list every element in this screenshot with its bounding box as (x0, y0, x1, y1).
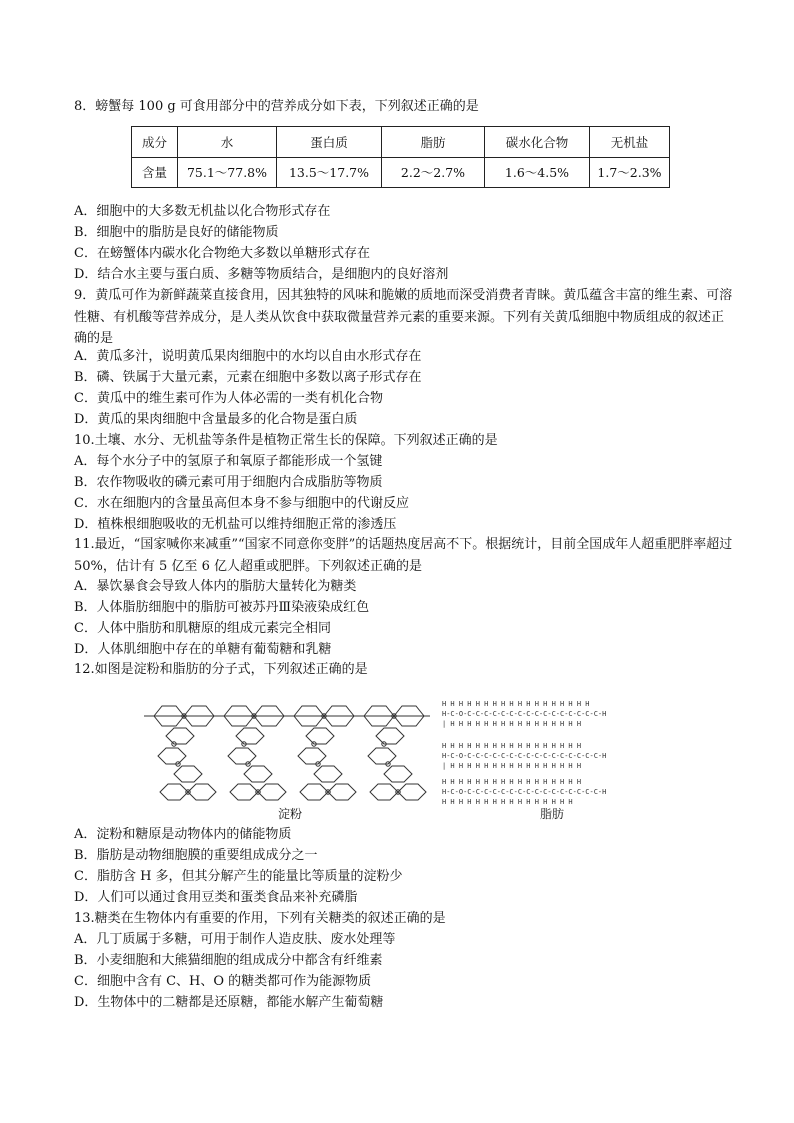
starch-fat-figure (140, 686, 660, 820)
option-9d: D．黄瓜的果肉细胞中含量最多的化合物是蛋白质 (74, 412, 358, 427)
fat-structure (442, 700, 606, 806)
table-header-row (132, 127, 670, 158)
svg-text:H H H H H H H H H H H H H H H: H H H H H H H H H H H H H H H H H H (442, 700, 590, 708)
option-8b: B．细胞中的脂肪是良好的储能物质 (74, 225, 279, 240)
table-cell: 含量 (132, 157, 178, 188)
option-12d: D．人们可以通过食用豆类和蛋类食品来补充磷脂 (74, 890, 358, 905)
option-8c: C．在螃蟹体内碳水化合物绝大多数以单糖形式存在 (74, 246, 370, 261)
svg-text:H-C-O-C-C-C-C-C-C-C-C-C-C-C-C-: H-C-O-C-C-C-C-C-C-C-C-C-C-C-C-C-C-C-C-H (442, 752, 607, 760)
table-cell: 1.7～2.3% (590, 157, 670, 188)
svg-text:H-C-O-C-C-C-C-C-C-C-C-C-C-C-C-: H-C-O-C-C-C-C-C-C-C-C-C-C-C-C-C-C-C-C-H (442, 710, 607, 718)
table-header-cell: 无机盐 (590, 127, 670, 158)
svg-text:H-C-O-C-C-C-C-C-C-C-C-C-C-C-C-: H-C-O-C-C-C-C-C-C-C-C-C-C-C-C-C-C-C-C-H (442, 788, 607, 796)
table-header-cell: 蛋白质 (277, 127, 382, 158)
question-11-stem: 11.最近，“国家喊你来减重”“国家不同意你变胖”的话题热度居高不下。根据统计，目前全国成年人超重肥胖率超过 50%，估计有 5 亿至 6 亿人超重或肥胖。下列叙述正确的是 (74, 537, 733, 574)
option-10d: D．植株根细胞吸收的无机盐可以维持细胞正常的渗透压 (74, 517, 397, 532)
table-cell: 75.1～77.8% (178, 157, 277, 188)
option-9c: C．黄瓜中的维生素可作为人体必需的一类有机化合物 (74, 391, 383, 406)
option-8d: D．结合水主要与蛋白质、多糖等物质结合，是细胞内的良好溶剂 (74, 267, 449, 282)
table-header-cell: 水 (178, 127, 277, 158)
option-12b: B．脂肪是动物细胞膜的重要组成成分之一 (74, 848, 318, 863)
svg-text:| H H H H H H H H H H H H H: | H H H H H H H H H H H H H H H H (442, 720, 582, 728)
table-cell: 13.5～17.7% (277, 157, 382, 188)
option-11c: C．人体中脂肪和肌糖原的组成元素完全相同 (74, 621, 331, 636)
question-13-stem: 13.糖类在生物体内有重要的作用，下列有关糖类的叙述正确的是 (74, 911, 446, 926)
option-11b: B．人体脂肪细胞中的脂肪可被苏丹Ⅲ染液染成红色 (74, 600, 370, 615)
table-header-cell: 成分 (132, 127, 178, 158)
table-header-cell: 脂肪 (382, 127, 485, 158)
question-10-stem: 10.土壤、水分、无机盐等条件是植物正常生长的保障。下列叙述正确的是 (74, 433, 498, 448)
svg-text:H H H H H H H H H H H H H H: H H H H H H H H H H H H H H H H (442, 798, 573, 806)
option-9b: B．磷、铁属于大量元素，元素在细胞中多数以离子形式存在 (74, 370, 422, 385)
option-10b: B．农作物吸收的磷元素可用于细胞内合成脂肪等物质 (74, 475, 383, 490)
option-13c: C．细胞中含有 C、H、O 的糖类都可作为能源物质 (74, 974, 372, 989)
nutrition-table (131, 126, 670, 188)
starch-label: 淀粉 (278, 807, 303, 820)
option-10a: A．每个水分子中的氢原子和氧原子都能形成一个氢键 (74, 454, 383, 469)
option-10c: C．水在细胞内的含量虽高但本身不参与细胞中的代谢反应 (74, 496, 409, 511)
fat-label: 脂肪 (540, 807, 565, 820)
option-8a: A．细胞中的大多数无机盐以化合物形式存在 (74, 204, 331, 219)
table-row (132, 157, 670, 188)
svg-text:H H H H H H H H H H H H H H H: H H H H H H H H H H H H H H H H H (442, 778, 582, 786)
table-cell: 2.2～2.7% (382, 157, 485, 188)
question-8-stem: 8．螃蟹每 100 g 可食用部分中的营养成分如下表，下列叙述正确的是 (74, 99, 479, 114)
option-12a: A．淀粉和糖原是动物体内的储能物质 (74, 827, 292, 842)
option-13a: A．几丁质属于多糖，可用于制作人造皮肤、废水处理等 (74, 932, 396, 947)
option-13d: D．生物体中的二糖都是还原糖，都能水解产生葡萄糖 (74, 995, 384, 1010)
starch-structure (144, 706, 430, 800)
svg-text:| H H H H H H H H H H H H H: | H H H H H H H H H H H H H H H H (442, 762, 582, 770)
option-13b: B．小麦细胞和大熊猫细胞的组成成分中都含有纤维素 (74, 953, 383, 968)
option-9a: A．黄瓜多汁，说明黄瓜果肉细胞中的水均以自由水形式存在 (74, 349, 422, 364)
question-12-stem: 12.如图是淀粉和脂肪的分子式，下列叙述正确的是 (74, 662, 368, 677)
table-header-cell: 碳水化合物 (485, 127, 590, 158)
option-11a: A．暴饮暴食会导致人体内的脂肪大量转化为糖类 (74, 579, 357, 594)
table-cell: 1.6～4.5% (485, 157, 590, 188)
question-9-stem: 9．黄瓜可作为新鲜蔬菜直接食用，因其独特的风味和脆嫩的质地而深受消费者青睐。黄瓜蕴含丰富的维生素、可溶性糖、有机酸等营养成分，是人类从饮食中获取微量营养元素的重要来源。下列有关黄瓜细胞中物质组成的叙述正确的是 (74, 288, 733, 346)
option-12c: C．脂肪含 H 多，但其分解产生的能量比等质量的淀粉少 (74, 869, 403, 884)
svg-text:H H H H H H H H H H H H H H H: H H H H H H H H H H H H H H H H H (442, 742, 582, 750)
option-11d: D．人体肌细胞中存在的单糖有葡萄糖和乳糖 (74, 642, 332, 657)
